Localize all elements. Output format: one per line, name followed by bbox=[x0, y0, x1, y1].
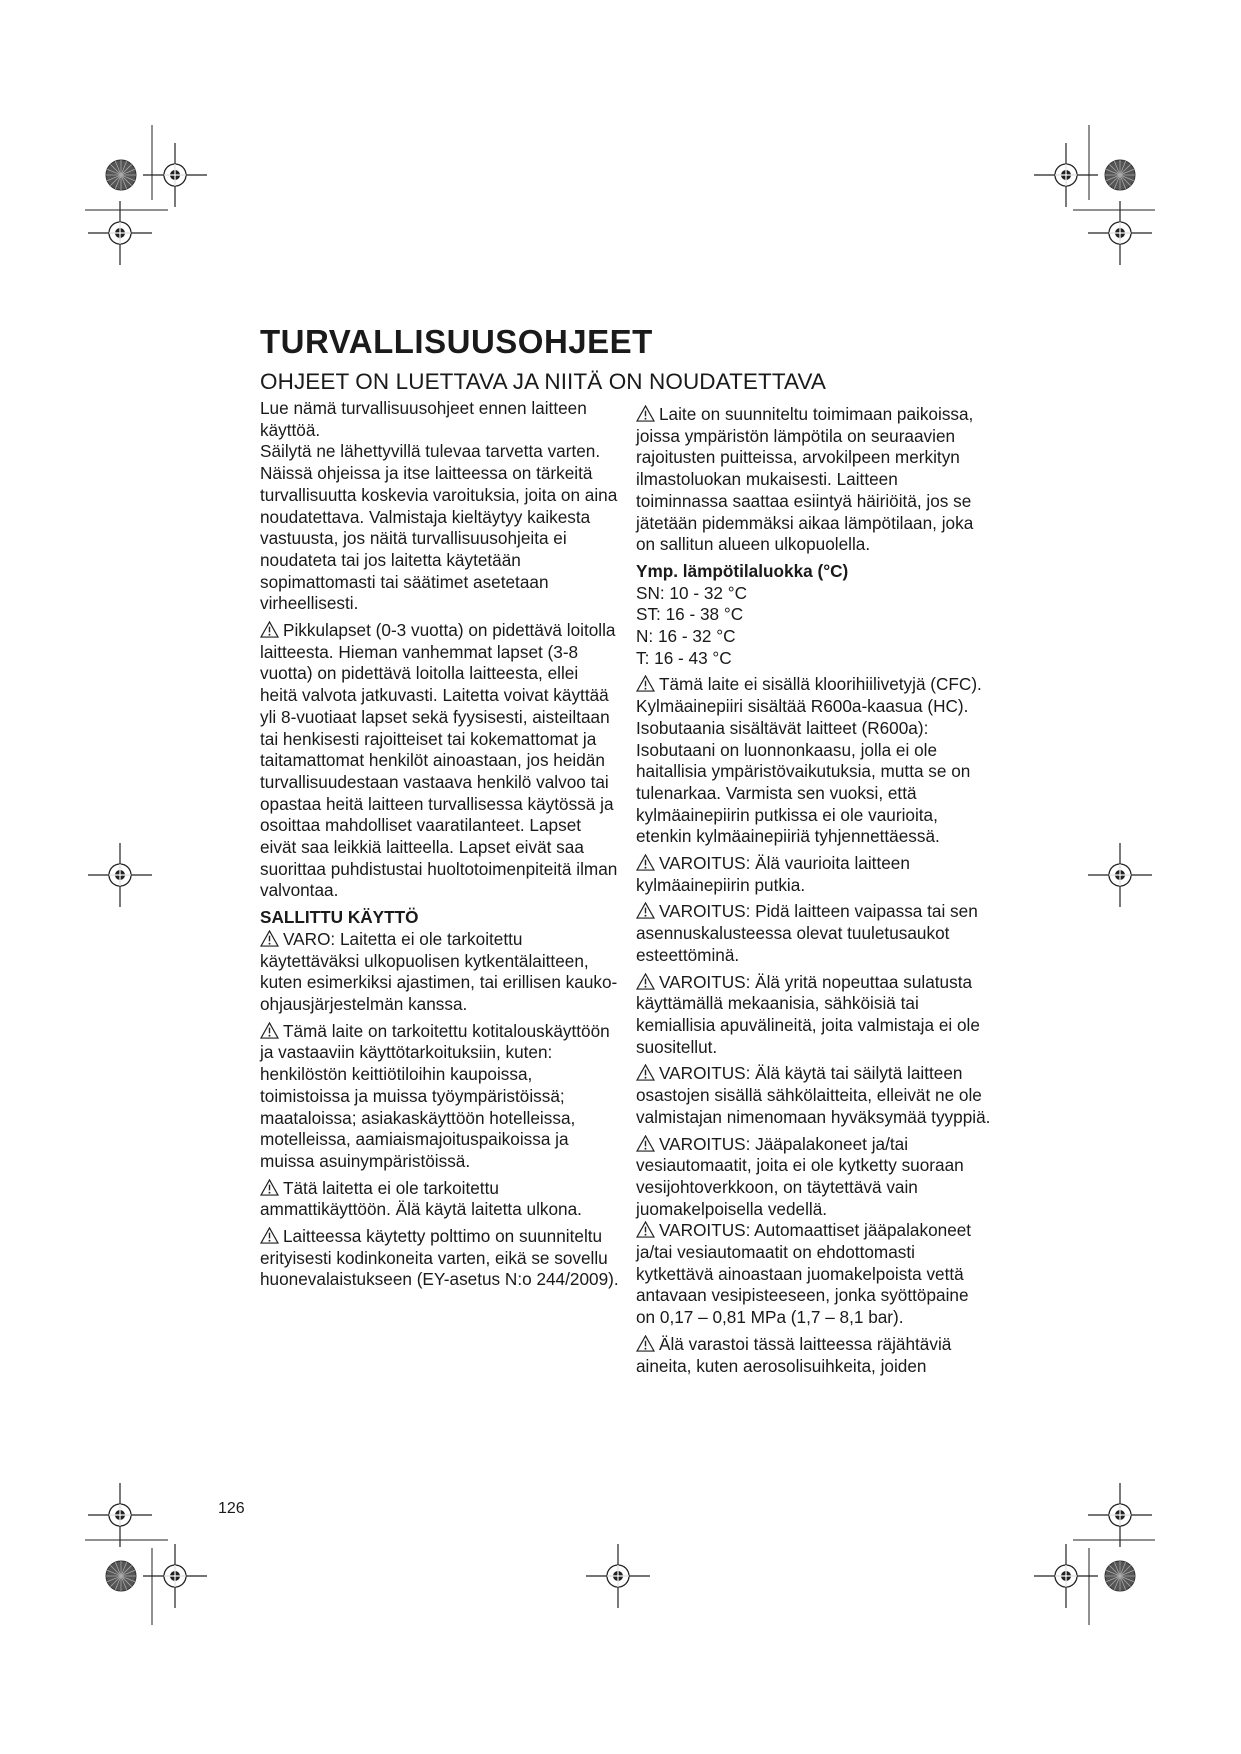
intro-keep-instructions: Säilytä ne lähettyvillä tulevaa tarvetta varten. bbox=[260, 441, 601, 462]
climate-class-item: ST: 16 - 38 °C bbox=[636, 604, 744, 625]
not-professional-use bbox=[260, 1178, 620, 1221]
climate-class-item: N: 16 - 32 °C bbox=[636, 626, 736, 647]
lamp-notice bbox=[260, 1226, 620, 1291]
warning-ice-supply-text: VAROITUS: Automaattiset jääpalakoneet ja/tai vesiautomaatit on ehdottomasti kytkettävä ainoastaan juomakelpoista vettä antavaan vesipisteeseen, jonka syöttöpaine on 0,17 – 0,81 MPa (1,7 – 8,1 bar). bbox=[636, 1220, 972, 1328]
warning-ice-drinking-text: VAROITUS: Jääpalakoneet ja/tai vesiautomaatit, joita ei ole kytketty suoraan vesijohtoverkkoon, on täytettävä vain juomakelpoisella vedellä. bbox=[636, 1133, 964, 1219]
caution-timer bbox=[260, 929, 620, 1016]
caution-timer-text: VARO: Laitetta ei ole tarkoitettu käytettäväksi ulkopuolisen kytkentälaitteen, kuten esimerkiksi ajastimen, tai erillisen kauko-ohjausjärjestelmän kanssa. bbox=[260, 928, 618, 1014]
warning-triangle-icon bbox=[260, 1179, 279, 1196]
household-use-text: Tämä laite on tarkoitettu kotitalouskäyttöön ja vastaaviin käyttötarkoituksiin, kuten: henkilöstön keittiötiloihin kaupoissa, toimistoissa ja muissa työympäristöissä; maataloissa; asiakaskäyttöön hotelleissa, motelleissa, aamiaismajoituspaikoissa ja muissa asuinympäristöissä. bbox=[260, 1020, 610, 1171]
warning-triangle-icon bbox=[260, 1022, 279, 1039]
climate-intro-text: Laite on suunniteltu toimimaan paikoissa, joissa ympäristön lämpötila on seuraavien rajoitusten puitteissa, arvokilpeen merkityn ilmastoluokan mukaisesti. Laitteen toiminnassa saattaa esiintyä häiriöitä, jos se jätetään pidemmäksi aikaa lämpötilaan, joka on sallitun alueen ulkopuolella. bbox=[636, 404, 974, 555]
page-number: 126 bbox=[218, 1500, 245, 1517]
climate-class-item: T: 16 - 43 °C bbox=[636, 647, 732, 668]
registration-mark bbox=[85, 125, 207, 265]
climate-intro bbox=[636, 404, 991, 556]
warning-triangle-icon bbox=[636, 1335, 655, 1352]
warning-pipes-text: VAROITUS: Älä vaurioita laitteen kylmäainepiirin putkia. bbox=[636, 853, 910, 895]
children-warning-text: Pikkulapset (0-3 vuotta) on pidettävä loitolla laitteesta. Hieman vanhemmat lapset (3-8 vuotta) on pidettävä loitolla laitteesta, ellei heitä valvota jatkuvasti. Laitetta voivat käyttää yli 8-vuotiaat lapset sekä fyysisesti, aisteiltaan tai henkisesti rajoitteiset tai kokemattomat ja taitamattomat henkilöt ainoastaan, jos heidän turvallisuudestaan vastaava henkilö valvoo tai opastaa heitä laitteen turvallisessa käytössä ja osoittaa mahdolliset vaaratilanteet. Lapset eivät saa leikkiä laitteella. Lapset eivät saa suorittaa puhdistustai huoltotoimenpiteitä ilman valvontaa. bbox=[260, 620, 618, 901]
warning-ice-drinking bbox=[636, 1134, 991, 1221]
registration-mark bbox=[1088, 843, 1152, 907]
registration-mark bbox=[1034, 125, 1155, 265]
section-heading-allowed-use: SALLITTU KÄYTTÖ bbox=[260, 907, 419, 928]
left-column bbox=[260, 398, 620, 1296]
warning-triangle-icon bbox=[636, 1064, 655, 1081]
explosives-notice-text: Älä varastoi tässä laitteessa räjähtäviä aineita, kuten aerosolisuihkeita, joiden bbox=[636, 1333, 952, 1376]
page-title: TURVALLISUUSOHJEET bbox=[260, 323, 653, 360]
warning-defrost-text: VAROITUS: Älä yritä nopeuttaa sulatusta käyttämällä mekaanisia, sähköisiä tai kemiallisia apuvälineitä, joita valmistaja ei ole suositellut. bbox=[636, 971, 980, 1057]
warning-vents bbox=[636, 901, 991, 966]
refrigerant-notice bbox=[636, 674, 991, 848]
warning-triangle-icon bbox=[636, 1135, 655, 1152]
climate-class-list bbox=[636, 583, 991, 670]
registration-mark bbox=[586, 1544, 650, 1608]
household-use bbox=[260, 1021, 620, 1173]
climate-class-item: SN: 10 - 32 °C bbox=[636, 582, 747, 603]
warning-triangle-icon bbox=[636, 405, 655, 422]
warning-triangle-icon bbox=[260, 930, 279, 947]
page-subtitle: OHJEET ON LUETTAVA JA NIITÄ ON NOUDATETTAVA bbox=[260, 369, 827, 394]
right-column bbox=[636, 404, 991, 1382]
not-professional-use-text: Tätä laitetta ei ole tarkoitettu ammattikäyttöön. Älä käytä laitetta ulkona. bbox=[260, 1177, 582, 1220]
warning-triangle-icon bbox=[636, 1221, 655, 1238]
refrigerant-notice-text: Tämä laite ei sisällä kloorihiilivetyjä (CFC). Kylmäainepiiri sisältää R600a-kaasua (HC). Isobutaania sisältävät laitteet (R600a): Isobutaani on luonnonkaasu, jolla ei ole haitallisia ympäristövaikutuksia, mutta se on tulenarkaa. Varmista sen vuoksi, että kylmäainepiirin putkissa ei ole vaurioita, etenkin kylmäainepiiriä tyhjennettäessä. bbox=[636, 674, 982, 847]
warning-electrical bbox=[636, 1063, 991, 1128]
warning-vents-text: VAROITUS: Pidä laitteen vaipassa tai sen asennuskalusteessa olevat tuuletusaukot esteettöminä. bbox=[636, 901, 978, 965]
registration-mark bbox=[1034, 1483, 1155, 1625]
warning-pipes bbox=[636, 853, 991, 896]
explosives-notice bbox=[636, 1334, 991, 1377]
warning-triangle-icon bbox=[636, 973, 655, 990]
lamp-notice-text: Laitteessa käytetty polttimo on suunniteltu erityisesti kodinkoneita varten, eikä se sovellu huonevalaistukseen (EY-asetus N:o 244/2009). bbox=[260, 1226, 619, 1290]
warning-ice-supply bbox=[636, 1220, 991, 1329]
warning-electrical-text: VAROITUS: Älä käytä tai säilytä laitteen osastojen sisällä sähkölaitteita, elleivät ne ole valmistajan nimenomaan hyväksymää tyyppiä. bbox=[636, 1063, 991, 1127]
registration-mark bbox=[88, 843, 152, 907]
children-warning bbox=[260, 620, 620, 902]
climate-class-heading: Ymp. lämpötilaluokka (°C) bbox=[636, 560, 849, 581]
intro-read-instructions: Lue nämä turvallisuusohjeet ennen laitteen käyttöä. bbox=[260, 398, 587, 440]
warning-triangle-icon bbox=[636, 675, 655, 692]
warning-triangle-icon bbox=[260, 1227, 279, 1244]
registration-mark bbox=[85, 1483, 207, 1625]
warning-defrost bbox=[636, 972, 991, 1059]
warning-triangle-icon bbox=[260, 621, 279, 638]
warning-triangle-icon bbox=[636, 854, 655, 871]
warning-triangle-icon bbox=[636, 902, 655, 919]
intro-warnings: Näissä ohjeissa ja itse laitteessa on tärkeitä turvallisuutta koskevia varoituksia, joita on aina noudatettava. Valmistaja kieltäytyy kaikesta vastuusta, jos näitä turvallisuusohjeita ei noudateta tai jos laitetta käytetään sopimattomasti tai säätimet asetetaan virheellisesti. bbox=[260, 463, 618, 614]
